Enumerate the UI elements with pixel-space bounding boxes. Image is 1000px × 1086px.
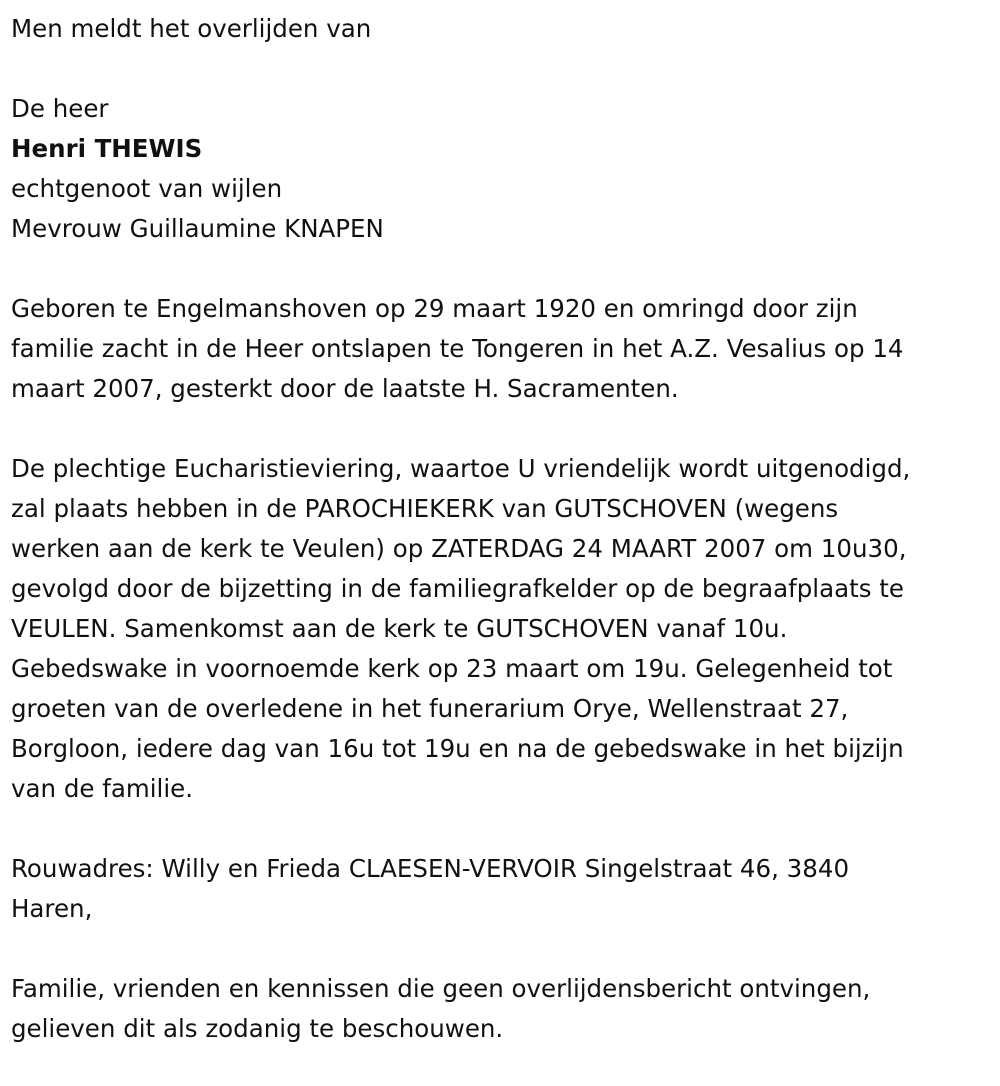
paragraph-line: van de familie. [11,774,194,803]
birth-paragraph [11,289,1000,409]
ceremony-paragraph [11,449,1000,809]
address-paragraph [11,849,1000,929]
spouse-name: Mevrouw Guillaumine KNAPEN [11,214,384,243]
paragraph-line: Rouwadres: Willy en Frieda CLAESEN-VERVOIR Singelstraat 46, 3840 [11,854,850,883]
paragraph-line: gelieven dit als zodanig te beschouwen. [11,1014,504,1043]
paragraph-line: Gebedswake in voornoemde kerk op 23 maart om 19u. Gelegenheid tot [11,654,893,683]
paragraph-line: gevolgd door de bijzetting in de familiegrafkelder op de begraafplaats te [11,574,904,603]
spacer [11,249,1000,289]
spacer [11,409,1000,449]
relation-text: echtgenoot van wijlen [11,174,283,203]
intro-text: Men meldt het overlijden van [11,14,372,43]
spacer [11,929,1000,969]
spacer [11,809,1000,849]
paragraph-line: Geboren te Engelmanshoven op 29 maart 1920 en omringd door zijn [11,294,858,323]
paragraph-line: groeten van de overledene in het funerarium Orye, Wellenstraat 27, [11,694,849,723]
paragraph-line: VEULEN. Samenkomst aan de kerk te GUTSCHOVEN vanaf 10u. [11,614,788,643]
spacer [11,49,1000,89]
paragraph-line: Borgloon, iedere dag van 16u tot 19u en na de gebedswake in het bijzijn [11,734,904,763]
title-text: De heer [11,94,109,123]
paragraph-line: werken aan de kerk te Veulen) op ZATERDAG 24 MAART 2007 om 10u30, [11,534,907,563]
closing-paragraph [11,969,1000,1049]
paragraph-line: zal plaats hebben in de PAROCHIEKERK van GUTSCHOVEN (wegens [11,494,839,523]
paragraph-line: maart 2007, gesterkt door de laatste H. Sacramenten. [11,374,679,403]
deceased-name: Henri THEWIS [11,134,203,163]
paragraph-line: Haren, [11,894,93,923]
paragraph-line: Familie, vrienden en kennissen die geen overlijdensbericht ontvingen, [11,974,871,1003]
paragraph-line: familie zacht in de Heer ontslapen te Tongeren in het A.Z. Vesalius op 14 [11,334,904,363]
paragraph-line: De plechtige Eucharistieviering, waartoe U vriendelijk wordt uitgenodigd, [11,454,911,483]
